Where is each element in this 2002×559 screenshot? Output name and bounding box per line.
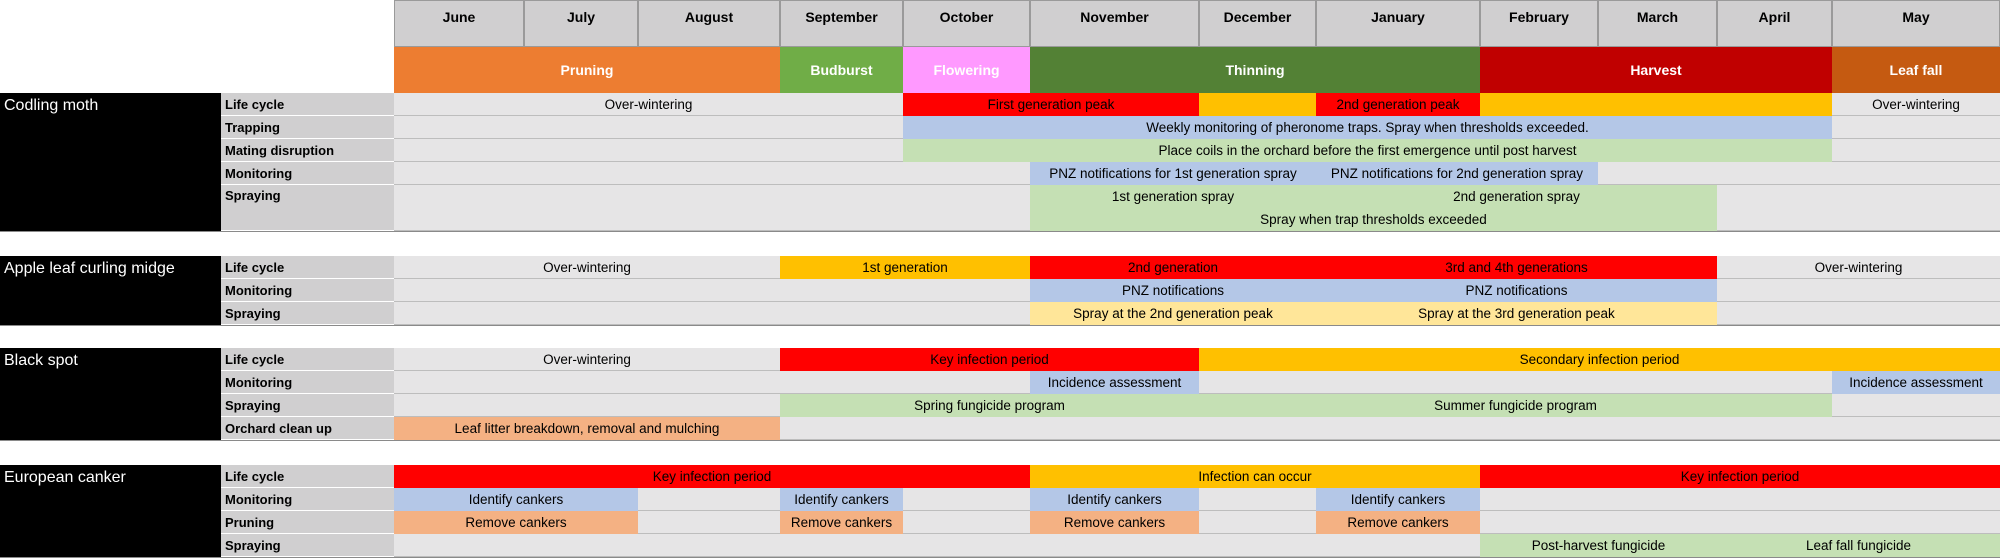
timeline-segment: Post-harvest fungicide xyxy=(1480,534,1717,557)
row-label: Spraying xyxy=(221,394,394,417)
row-label: Orchard clean up xyxy=(221,417,394,440)
month-header-november: November xyxy=(1030,0,1199,47)
timeline-segment: Key infection period xyxy=(1480,465,2000,488)
row-label: Trapping xyxy=(221,116,394,139)
month-header-february: February xyxy=(1480,0,1598,47)
row-label: Spraying xyxy=(221,185,394,231)
month-header-june: June xyxy=(394,0,524,47)
timeline-segment: Incidence assessment xyxy=(1832,371,2000,394)
phase-pruning: Pruning xyxy=(394,47,780,93)
pest-name: European canker xyxy=(0,465,221,557)
phase-harvest: Harvest xyxy=(1480,47,1832,93)
row-label: Mating disruption xyxy=(221,139,394,162)
phase-thinning: Thinning xyxy=(1030,47,1480,93)
timeline-segment: Spray at the 3rd generation peak xyxy=(1316,302,1717,325)
timeline-segment: Over-wintering xyxy=(604,97,693,112)
phase-budburst: Budburst xyxy=(780,47,903,93)
timeline-segment: Secondary infection period xyxy=(1199,348,2000,371)
timeline-segment: Over-wintering xyxy=(543,260,631,275)
timeline-segment: Remove cankers xyxy=(1316,511,1480,534)
month-header-march: March xyxy=(1598,0,1717,47)
month-header-july: July xyxy=(524,0,638,47)
month-header-january: January xyxy=(1316,0,1480,47)
timeline-segment: Leaf litter breakdown, removal and mulching xyxy=(394,417,780,440)
timeline-segment: Remove cankers xyxy=(394,511,638,534)
month-header-december: December xyxy=(1199,0,1316,47)
timeline-segment: 2nd generation xyxy=(1030,256,1316,279)
timeline-segment xyxy=(1480,93,1832,116)
timeline-segment: Identify cankers xyxy=(780,488,903,511)
timeline-segment: PNZ notifications xyxy=(1316,279,1717,302)
timeline-segment: First generation peak xyxy=(903,93,1199,116)
month-header-october: October xyxy=(903,0,1030,47)
timeline-segment: Spray when trap thresholds exceeded xyxy=(1030,208,1717,231)
timeline-segment: PNZ notifications for 2nd generation spray xyxy=(1316,162,1598,185)
timeline-segment: Spray at the 2nd generation peak xyxy=(1030,302,1316,325)
timeline-segment: 2nd generation spray xyxy=(1316,185,1717,208)
row-label: Life cycle xyxy=(221,256,394,279)
month-header-august: August xyxy=(638,0,780,47)
timeline-segment: Incidence assessment xyxy=(1030,371,1199,394)
timeline-segment: Identify cankers xyxy=(394,488,638,511)
row-label: Spraying xyxy=(221,534,394,557)
row-label: Pruning xyxy=(221,511,394,534)
timeline-segment: Key infection period xyxy=(780,348,1199,371)
timeline-segment: Over-wintering xyxy=(543,352,631,367)
phase-leaf-fall: Leaf fall xyxy=(1832,47,2000,93)
timeline-segment: Identify cankers xyxy=(1030,488,1199,511)
month-header-september: September xyxy=(780,0,903,47)
row-label: Monitoring xyxy=(221,279,394,302)
row-label: Life cycle xyxy=(221,93,394,116)
timeline-segment: Remove cankers xyxy=(1030,511,1199,534)
timeline-segment: PNZ notifications xyxy=(1030,279,1316,302)
row-label: Monitoring xyxy=(221,162,394,185)
phase-flowering: Flowering xyxy=(903,47,1030,93)
timeline-segment: Spring fungicide program xyxy=(780,394,1199,417)
timeline-segment: Remove cankers xyxy=(780,511,903,534)
pest-name: Apple leaf curling midge xyxy=(0,256,221,325)
timeline-segment: Leaf fall fungicide xyxy=(1717,534,2000,557)
timeline-segment: 3rd and 4th generations xyxy=(1316,256,1717,279)
timeline-segment: 1st generation spray xyxy=(1030,185,1316,208)
row-label: Life cycle xyxy=(221,465,394,488)
row-label: Spraying xyxy=(221,302,394,325)
timeline-segment: Summer fungicide program xyxy=(1199,394,1832,417)
pest-name: Codling moth xyxy=(0,93,221,231)
month-header-may: May xyxy=(1832,0,2000,47)
timeline-segment: 1st generation xyxy=(780,256,1030,279)
timeline-segment: Weekly monitoring of pheronome traps. Spray when thresholds exceeded. xyxy=(903,116,1832,139)
pest-name: Black spot xyxy=(0,348,221,440)
month-header-april: April xyxy=(1717,0,1832,47)
timeline-segment: PNZ notifications for 1st generation spray xyxy=(1030,162,1316,185)
timeline-segment: Identify cankers xyxy=(1316,488,1480,511)
row-label: Monitoring xyxy=(221,488,394,511)
timeline-segment: Key infection period xyxy=(394,465,1030,488)
timeline-segment: Infection can occur xyxy=(1030,465,1480,488)
row-label: Monitoring xyxy=(221,371,394,394)
timeline-segment: Over-wintering xyxy=(1814,260,1903,275)
timeline-segment: 2nd generation peak xyxy=(1316,93,1480,116)
timeline-segment xyxy=(1199,93,1316,116)
timeline-segment: Over-wintering xyxy=(1872,97,1960,112)
timeline-segment: Place coils in the orchard before the first emergence until post harvest xyxy=(903,139,1832,162)
row-label: Life cycle xyxy=(221,348,394,371)
